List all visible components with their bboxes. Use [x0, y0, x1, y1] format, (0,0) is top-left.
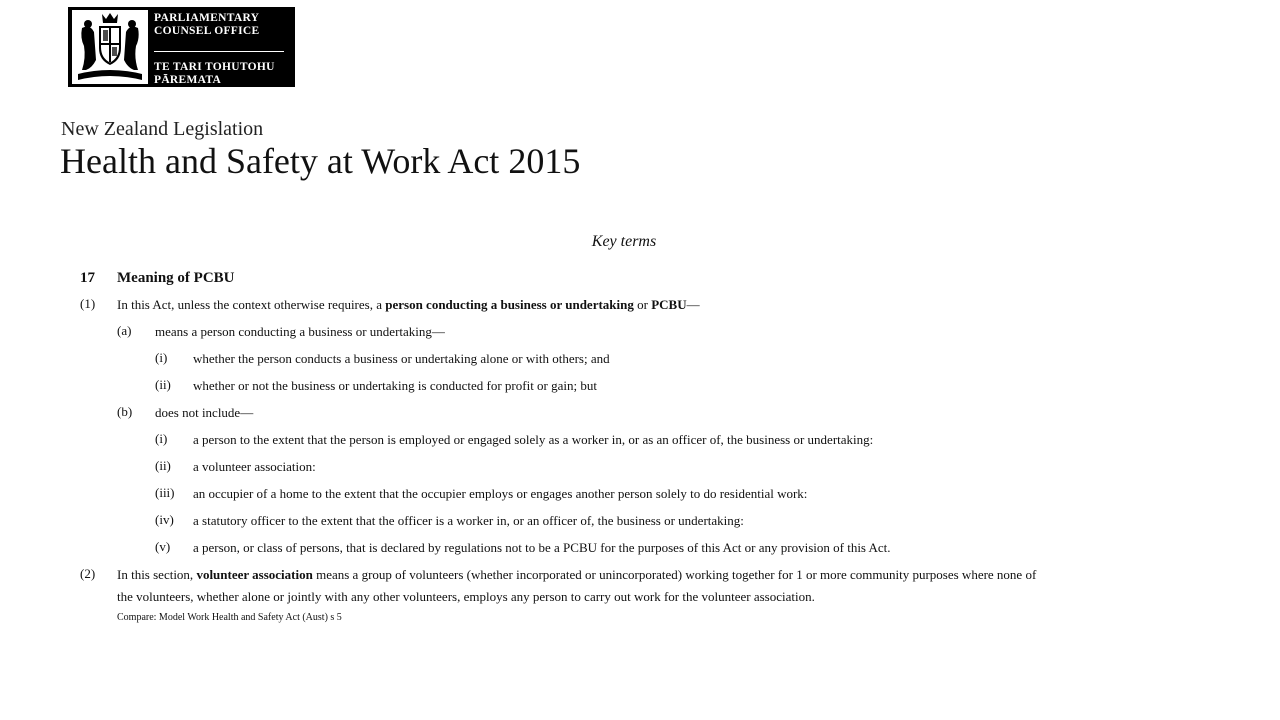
- document-kicker: New Zealand Legislation: [61, 118, 264, 140]
- coat-of-arms-icon: [72, 10, 148, 84]
- text-run: means a group of volunteers (whether incorporated or unincorporated) working together for 1 or more community purposes where none of: [312, 567, 1037, 582]
- part-heading: Key terms: [591, 233, 657, 250]
- pco-logo: [68, 7, 295, 87]
- paragraph-label: (a): [117, 323, 132, 338]
- subsection-1-text: [117, 297, 700, 313]
- subparagraph-text: a statutory officer to the extent that the officer is a worker in, or an officer of, the business or undertaking:: [193, 513, 744, 528]
- logo-line-2: COUNSEL OFFICE: [154, 25, 260, 37]
- subsection-2-text-line-2: the volunteers, whether alone or jointly with any other volunteers, employs any person to carry out work for the volunteer association.: [117, 589, 815, 604]
- paragraph-b-text: does not include—: [155, 405, 254, 420]
- subsection-label: (2): [80, 566, 96, 581]
- section-number: 17: [80, 270, 95, 286]
- subparagraph-label: (iv): [155, 512, 174, 527]
- paragraph-label: (b): [117, 404, 133, 419]
- subparagraph-label: (ii): [155, 377, 171, 392]
- subparagraph-text: whether or not the business or undertaking is conducted for profit or gain; but: [193, 378, 597, 393]
- logo-line-3: TE TARI TOHUTOHU: [154, 61, 275, 73]
- subparagraph-text: an occupier of a home to the extent that the occupier employs or engages another person solely to do residential work:: [193, 486, 808, 501]
- subparagraph-label: (ii): [155, 458, 171, 473]
- subparagraph-text: a volunteer association:: [193, 459, 316, 474]
- subparagraph-text: a person, or class of persons, that is declared by regulations not to be a PCBU for the purposes of this Act or any provision of this Act.: [193, 540, 891, 555]
- logo-divider: [154, 51, 284, 52]
- text-run: or: [633, 297, 652, 312]
- section-heading: Meaning of PCBU: [117, 270, 235, 286]
- subparagraph-label: (i): [155, 431, 168, 446]
- paragraph-a-text: means a person conducting a business or undertaking—: [155, 324, 445, 339]
- document-title: Health and Safety at Work Act 2015: [60, 141, 581, 181]
- defined-term: person conducting a business or undertaking: [385, 297, 634, 312]
- compare-note: Compare: Model Work Health and Safety Act (Aust) s 5: [117, 612, 342, 623]
- logo-line-4: PĀREMATA: [154, 74, 222, 86]
- subparagraph-label: (i): [155, 350, 168, 365]
- subparagraph-label: (iii): [155, 485, 175, 500]
- subsection-label: (1): [80, 296, 96, 311]
- defined-term: PCBU: [651, 297, 687, 312]
- subsection-2-text: [117, 567, 1036, 583]
- subparagraph-text: a person to the extent that the person is employed or engaged solely as a worker in, or as an officer of, the business or undertaking:: [193, 432, 874, 447]
- logo-line-1: PARLIAMENTARY: [154, 12, 260, 24]
- defined-term: volunteer association: [196, 567, 313, 582]
- text-run: In this section,: [117, 567, 197, 582]
- subparagraph-label: (v): [155, 539, 171, 554]
- text-run: In this Act, unless the context otherwise requires, a: [117, 297, 386, 312]
- subparagraph-text: whether the person conducts a business or undertaking alone or with others; and: [193, 351, 610, 366]
- text-run: —: [686, 297, 700, 312]
